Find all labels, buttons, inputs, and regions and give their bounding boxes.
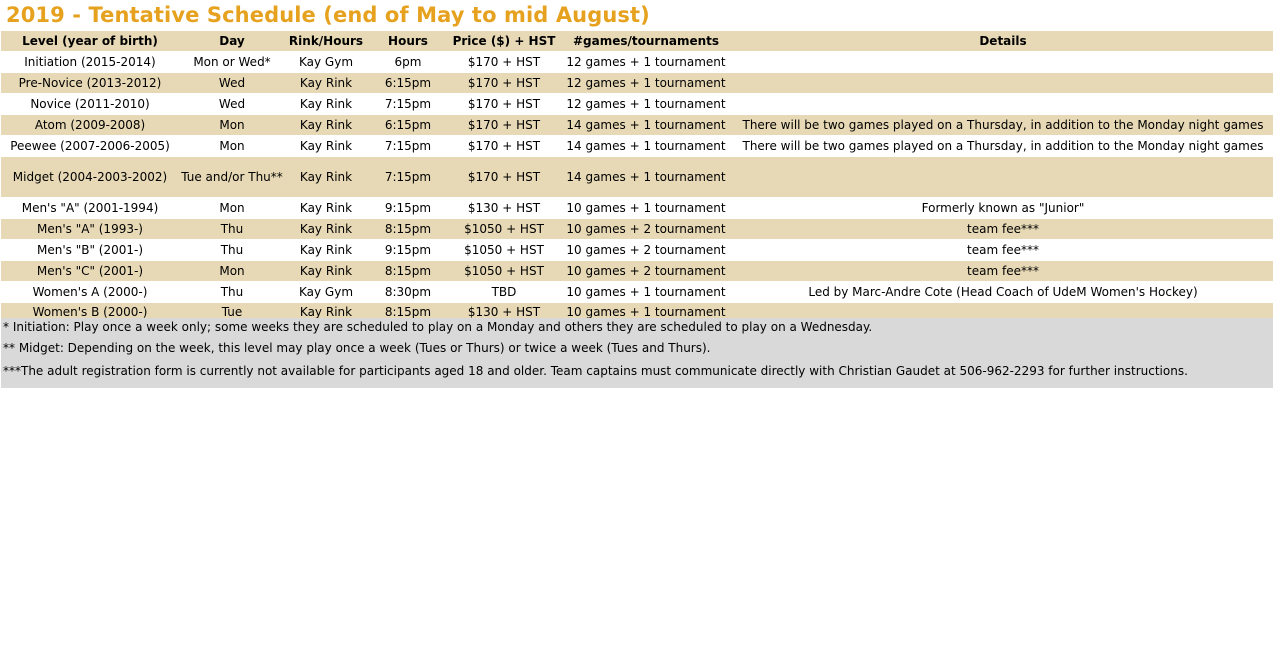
cell-hours: 7:15pm — [367, 136, 449, 157]
cell-hours: 6:15pm — [367, 115, 449, 136]
cell-games: 14 games + 1 tournament — [559, 157, 733, 198]
cell-day: Thu — [179, 240, 285, 261]
footnote-adult-registration: ***The adult registration form is currently not available for participants aged 18 and older. Team captains must communicate directly with Christian Gaudet at 506-962-2293 for further instructions. — [3, 364, 1188, 378]
cell-hours: 7:15pm — [367, 157, 449, 198]
cell-price: $1050 + HST — [449, 261, 559, 282]
col-header-games: #games/tournaments — [559, 31, 733, 52]
cell-day: Thu — [179, 282, 285, 303]
cell-price: TBD — [449, 282, 559, 303]
cell-rink: Kay Rink — [285, 219, 367, 240]
cell-games: 12 games + 1 tournament — [559, 52, 733, 73]
cell-hours: 8:15pm — [367, 303, 449, 321]
cell-details — [733, 52, 1273, 73]
cell-details: There will be two games played on a Thursday, in addition to the Monday night games — [733, 136, 1273, 157]
cell-price: $170 + HST — [449, 73, 559, 94]
cell-price: $170 + HST — [449, 94, 559, 115]
cell-games: 10 games + 1 tournament — [559, 303, 733, 321]
cell-level: Men's "A" (2001-1994) — [1, 198, 179, 219]
cell-level: Men's "C" (2001-) — [1, 261, 179, 282]
cell-details — [733, 73, 1273, 94]
col-header-day: Day — [179, 31, 285, 52]
table-row — [1, 157, 1273, 198]
cell-details: Led by Marc-Andre Cote (Head Coach of UdeM Women's Hockey) — [733, 282, 1273, 303]
cell-details: There will be two games played on a Thursday, in addition to the Monday night games — [733, 115, 1273, 136]
cell-rink: Kay Rink — [285, 157, 367, 198]
cell-hours: 6pm — [367, 52, 449, 73]
cell-rink: Kay Rink — [285, 240, 367, 261]
cell-level: Men's "B" (2001-) — [1, 240, 179, 261]
cell-rink: Kay Rink — [285, 198, 367, 219]
table-row — [1, 136, 1273, 157]
cell-day: Mon — [179, 261, 285, 282]
cell-rink: Kay Rink — [285, 261, 367, 282]
cell-price: $1050 + HST — [449, 240, 559, 261]
footnotes-panel — [1, 318, 1273, 388]
schedule-table — [1, 31, 1273, 321]
table-row — [1, 219, 1273, 240]
cell-details: team fee*** — [733, 261, 1273, 282]
cell-day: Tue — [179, 303, 285, 321]
table-header-row — [1, 31, 1273, 52]
cell-rink: Kay Rink — [285, 115, 367, 136]
cell-price: $130 + HST — [449, 198, 559, 219]
cell-games: 10 games + 2 tournament — [559, 240, 733, 261]
cell-games: 14 games + 1 tournament — [559, 115, 733, 136]
cell-day: Tue and/or Thu** — [179, 157, 285, 198]
cell-details: Formerly known as "Junior" — [733, 198, 1273, 219]
cell-day: Mon — [179, 198, 285, 219]
table-row — [1, 52, 1273, 73]
cell-day: Mon — [179, 115, 285, 136]
col-header-details: Details — [733, 31, 1273, 52]
table-row — [1, 240, 1273, 261]
cell-hours: 9:15pm — [367, 240, 449, 261]
cell-rink: Kay Gym — [285, 282, 367, 303]
cell-level: Atom (2009-2008) — [1, 115, 179, 136]
cell-games: 12 games + 1 tournament — [559, 94, 733, 115]
cell-level: Men's "A" (1993-) — [1, 219, 179, 240]
cell-rink: Kay Gym — [285, 52, 367, 73]
cell-level: Women's B (2000-) — [1, 303, 179, 321]
cell-rink: Kay Rink — [285, 136, 367, 157]
cell-games: 12 games + 1 tournament — [559, 73, 733, 94]
col-header-price: Price ($) + HST — [449, 31, 559, 52]
col-header-level: Level (year of birth) — [1, 31, 179, 52]
cell-level: Pre-Novice (2013-2012) — [1, 73, 179, 94]
cell-rink: Kay Rink — [285, 94, 367, 115]
cell-details: team fee*** — [733, 240, 1273, 261]
cell-level: Peewee (2007-2006-2005) — [1, 136, 179, 157]
cell-level: Women's A (2000-) — [1, 282, 179, 303]
cell-day: Wed — [179, 94, 285, 115]
cell-games: 10 games + 2 tournament — [559, 219, 733, 240]
table-row — [1, 198, 1273, 219]
cell-price: $170 + HST — [449, 52, 559, 73]
cell-level: Midget (2004-2003-2002) — [1, 157, 179, 198]
cell-hours: 8:30pm — [367, 282, 449, 303]
cell-hours: 7:15pm — [367, 94, 449, 115]
cell-price: $170 + HST — [449, 115, 559, 136]
table-row — [1, 261, 1273, 282]
cell-games: 14 games + 1 tournament — [559, 136, 733, 157]
cell-price: $130 + HST — [449, 303, 559, 321]
cell-price: $170 + HST — [449, 157, 559, 198]
table-row — [1, 94, 1273, 115]
cell-level: Initiation (2015-2014) — [1, 52, 179, 73]
cell-hours: 9:15pm — [367, 198, 449, 219]
cell-details: team fee*** — [733, 219, 1273, 240]
cell-details — [733, 94, 1273, 115]
page-title: 2019 - Tentative Schedule (end of May to mid August) — [6, 3, 650, 27]
cell-games: 10 games + 1 tournament — [559, 198, 733, 219]
table-row — [1, 73, 1273, 94]
cell-level: Novice (2011-2010) — [1, 94, 179, 115]
footnote-initiation: * Initiation: Play once a week only; some weeks they are scheduled to play on a Monday and others they are scheduled to play on a Wednesday. — [3, 320, 873, 334]
col-header-hours: Hours — [367, 31, 449, 52]
cell-day: Mon — [179, 136, 285, 157]
col-header-rink: Rink/Hours — [285, 31, 367, 52]
cell-price: $1050 + HST — [449, 219, 559, 240]
cell-hours: 6:15pm — [367, 73, 449, 94]
footnote-midget: ** Midget: Depending on the week, this level may play once a week (Tues or Thurs) or twice a week (Tues and Thurs). — [3, 341, 711, 355]
table-row — [1, 282, 1273, 303]
table-row — [1, 115, 1273, 136]
cell-day: Thu — [179, 219, 285, 240]
cell-day: Wed — [179, 73, 285, 94]
cell-rink: Kay Rink — [285, 73, 367, 94]
cell-price: $170 + HST — [449, 136, 559, 157]
cell-games: 10 games + 1 tournament — [559, 282, 733, 303]
cell-hours: 8:15pm — [367, 261, 449, 282]
cell-games: 10 games + 2 tournament — [559, 261, 733, 282]
cell-day: Mon or Wed* — [179, 52, 285, 73]
cell-hours: 8:15pm — [367, 219, 449, 240]
cell-rink: Kay Rink — [285, 303, 367, 321]
cell-details — [733, 157, 1273, 198]
